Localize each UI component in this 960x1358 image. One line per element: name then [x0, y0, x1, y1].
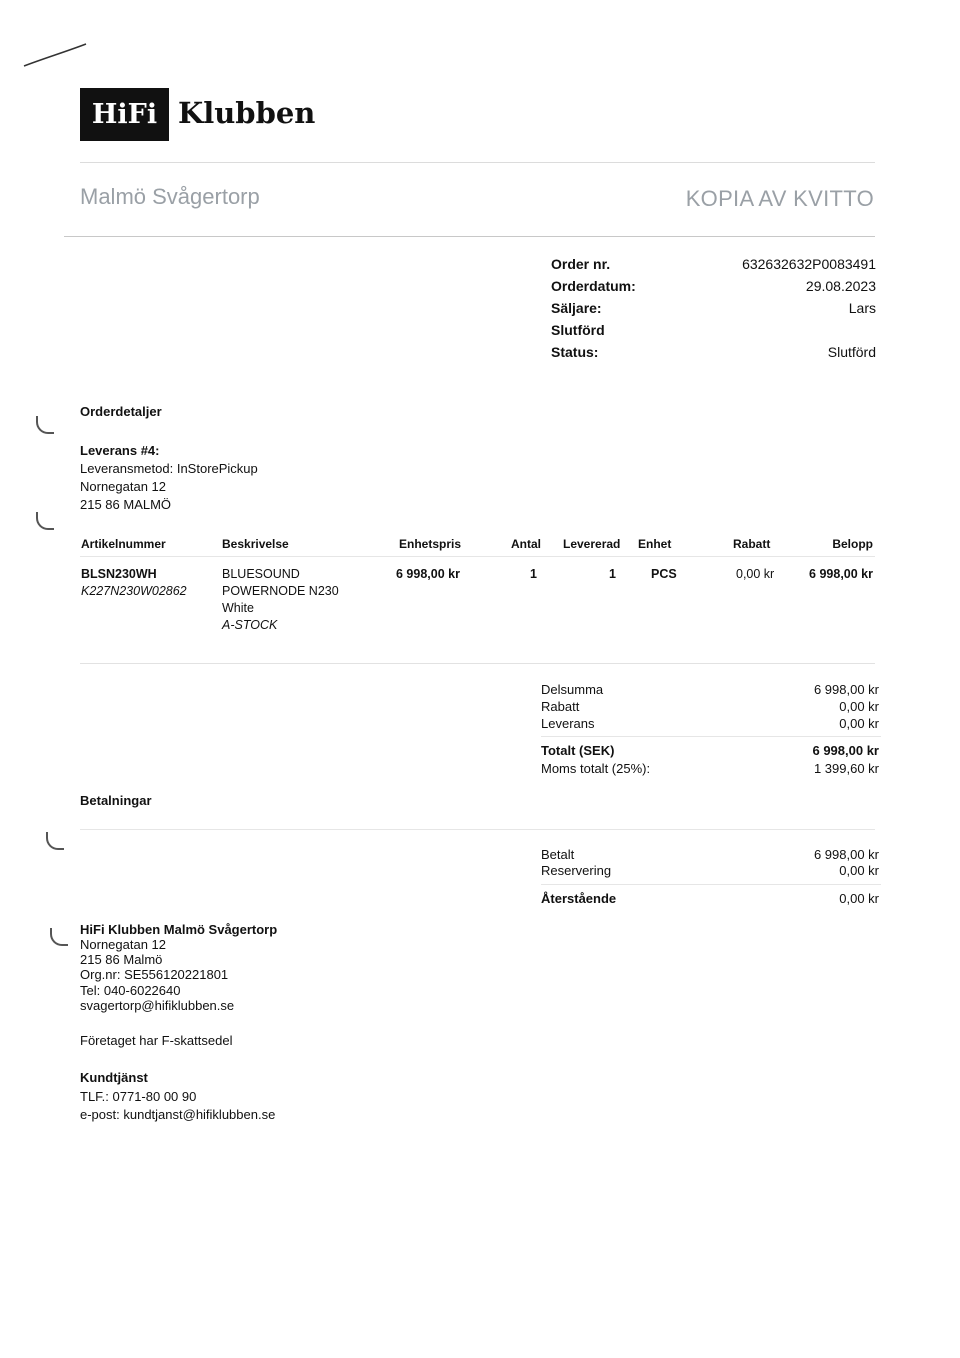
article-number: BLSN230WH [81, 567, 157, 581]
divider [80, 556, 875, 557]
remaining-label: Återstående [541, 891, 617, 906]
row-discount: 0,00 kr [736, 567, 775, 581]
customer-service-phone: TLF.: 0771-80 00 90 [80, 1089, 197, 1104]
col-header-article: Artikelnummer [81, 537, 166, 551]
discount-label: Rabatt [541, 699, 580, 714]
completed-label: Slutförd [551, 322, 605, 338]
delivery-value: 0,00 kr [839, 716, 879, 731]
row-amount: 6 998,00 kr [809, 567, 873, 581]
customer-service-email: e-post: kundtjanst@hifiklubben.se [80, 1107, 276, 1122]
reservation-label: Reservering [541, 863, 612, 878]
seller-value: Lars [848, 300, 876, 316]
discount-value: 0,00 kr [839, 699, 879, 714]
delivered-qty: 1 [609, 567, 616, 581]
order-date-label: Orderdatum: [551, 278, 636, 294]
unit-price: 6 998,00 kr [396, 567, 460, 581]
divider [541, 736, 881, 737]
col-header-unit-price: Enhetspris [399, 537, 462, 551]
col-header-amount: Belopp [832, 537, 873, 551]
company-city: 215 86 Malmö [80, 952, 163, 967]
order-nr-label: Order nr. [551, 256, 611, 272]
description-line: White [222, 601, 254, 615]
unit: PCS [651, 567, 677, 581]
col-header-unit: Enhet [638, 537, 672, 551]
total-label: Totalt (SEK) [541, 743, 615, 758]
description-line: BLUESOUND [222, 567, 300, 581]
company-email: svagertorp@hifiklubben.se [80, 998, 235, 1013]
punch-hole-mark [50, 928, 68, 946]
logo-text: Klubben [178, 96, 316, 130]
delivery-title: Leverans #4: [80, 443, 160, 458]
order-details-title: Orderdetaljer [80, 404, 162, 419]
divider [80, 829, 875, 830]
order-date-value: 29.08.2023 [805, 278, 876, 294]
divider [80, 162, 875, 163]
total-value: 6 998,00 kr [812, 743, 879, 758]
col-header-description: Beskrivelse [222, 537, 289, 551]
order-nr-value: 632632632P0083491 [742, 256, 876, 272]
status-value: Slutförd [827, 344, 876, 360]
company-org-nr: Org.nr: SE556120221801 [80, 967, 229, 982]
col-header-discount: Rabatt [733, 537, 771, 551]
delivery-label: Leverans [541, 716, 595, 731]
subtotal-value: 6 998,00 kr [813, 682, 879, 697]
company-name: HiFi Klubben Malmö Svågertorp [80, 922, 278, 937]
logo: HiFi [80, 88, 169, 141]
document-type: KOPIA AV KVITTO [685, 186, 874, 211]
punch-hole-mark [36, 416, 54, 434]
reservation-value: 0,00 kr [839, 863, 879, 878]
company-street: Nornegatan 12 [80, 937, 167, 952]
divider [541, 884, 881, 885]
delivery-address-line2: 215 86 MALMÖ [80, 497, 172, 512]
delivery-address-line1: Nornegatan 12 [80, 479, 167, 494]
col-header-delivered: Levererad [563, 537, 621, 551]
col-header-quantity: Antal [511, 537, 541, 551]
paid-label: Betalt [541, 847, 575, 862]
serial-number: K227N230W02862 [81, 584, 187, 598]
description-line: POWERNODE N230 [222, 584, 339, 598]
seller-label: Säljare: [551, 300, 602, 316]
status-label: Status: [551, 344, 599, 360]
remaining-value: 0,00 kr [839, 891, 879, 906]
tax-note: Företaget har F-skattsedel [80, 1033, 233, 1048]
pen-mark [20, 38, 90, 72]
customer-service-title: Kundtjänst [80, 1070, 148, 1085]
company-phone: Tel: 040-6022640 [80, 983, 181, 998]
punch-hole-mark [46, 832, 64, 850]
store-name: Malmö Svågertorp [80, 184, 260, 209]
subtotal-label: Delsumma [541, 682, 604, 697]
delivery-method: Leveransmetod: InStorePickup [80, 461, 258, 476]
vat-label: Moms totalt (25%): [541, 761, 651, 776]
punch-hole-mark [36, 512, 54, 530]
vat-value: 1 399,60 kr [813, 761, 879, 776]
description-line: A-STOCK [222, 618, 278, 632]
divider [80, 663, 875, 664]
divider [64, 236, 875, 237]
quantity: 1 [530, 567, 537, 581]
paid-value: 6 998,00 kr [813, 847, 879, 862]
payments-title: Betalningar [80, 793, 152, 808]
